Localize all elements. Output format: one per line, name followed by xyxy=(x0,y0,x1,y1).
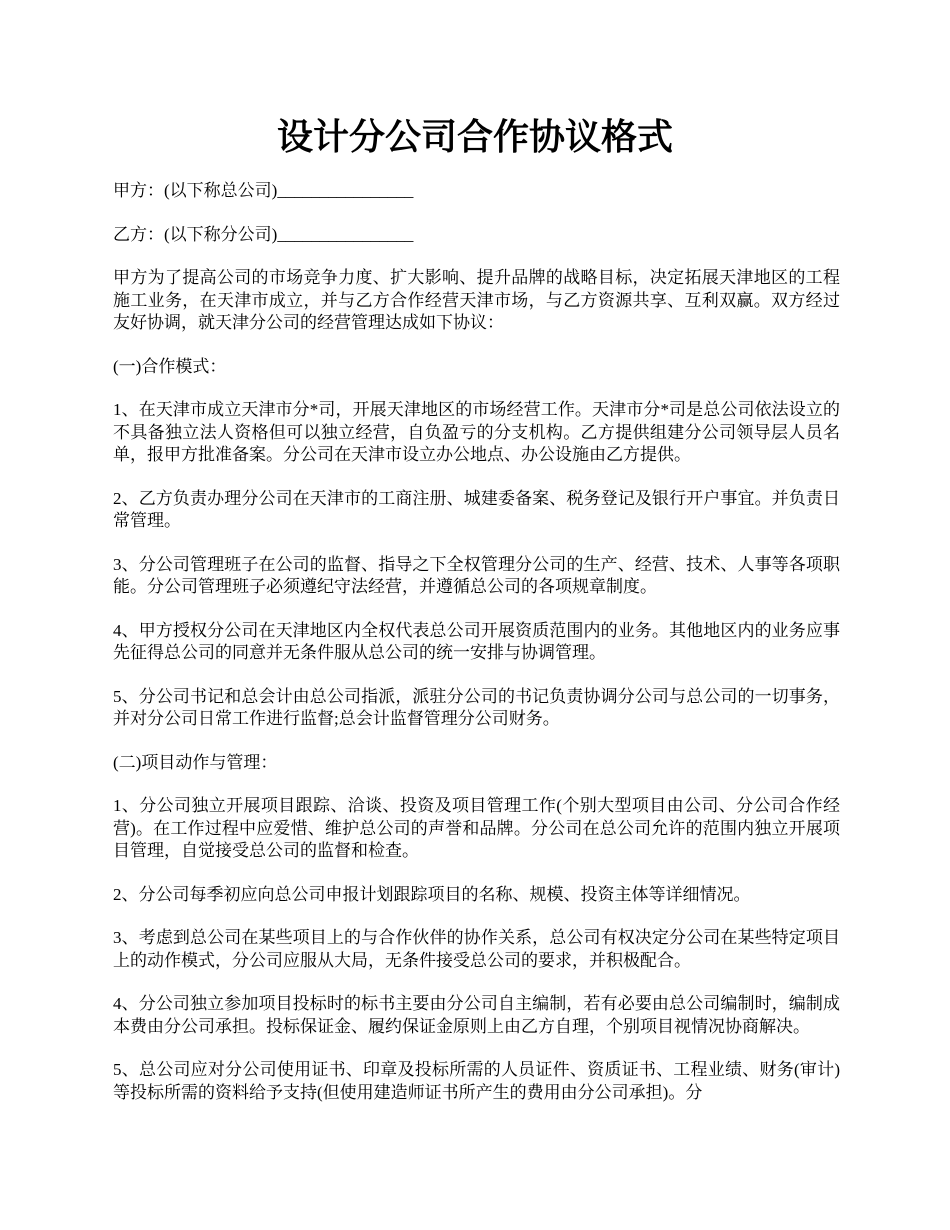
clause-1-3: 3、分公司管理班子在公司的监督、指导之下全权管理分公司的生产、经营、技术、人事等各项职能。分公司管理班子必须遵纪守法经营，并遵循总公司的各项规章制度。 xyxy=(113,554,840,596)
clause-2-3: 3、考虑到总公司在某些项目上的与合作伙伴的协作关系，总公司有权决定分公司在某些特定项目上的动作模式，分公司应服从大局，无条件接受总公司的要求，并积极配合。 xyxy=(113,928,840,970)
document-body xyxy=(113,180,840,1125)
clause-1-5: 5、分公司书记和总会计由总公司指派，派驻分公司的书记负责协调分公司与总公司的一切事务，并对分公司日常工作进行监督;总会计监督管理分公司财务。 xyxy=(113,686,840,728)
clause-1-1: 1、在天津市成立天津市分*司，开展天津地区的市场经营工作。天津市分*司是总公司依法设立的不具备独立法人资格但可以独立经营，自负盈亏的分支机构。乙方提供组建分公司领导层人员名单，报甲方批准备案。分公司在天津市设立办公地点、办公设施由乙方提供。 xyxy=(113,400,840,464)
section-heading-project-operation: (二)项目动作与管理： xyxy=(113,752,278,772)
clause-2-5: 5、总公司应对分公司使用证书、印章及投标所需的人员证件、资质证书、工程业绩、财务(审计)等投标所需的资料给予支持(但使用建造师证书所产生的费用由分公司承担)。分 xyxy=(113,1060,840,1102)
clause-1-4: 4、甲方授权分公司在天津地区内全权代表总公司开展资质范围内的业务。其他地区内的业务应事先征得总公司的同意并无条件服从总公司的统一安排与协调管理。 xyxy=(113,620,840,662)
clause-2-2: 2、分公司每季初应向总公司申报计划跟踪项目的名称、规模、投资主体等详细情况。 xyxy=(113,884,751,904)
clause-1-2: 2、乙方负责办理分公司在天津市的工商注册、城建委备案、税务登记及银行开户事宜。并负责日常管理。 xyxy=(113,488,840,530)
party-a-line: 甲方：(以下称总公司)________________ xyxy=(113,181,414,200)
clause-2-1: 1、分公司独立开展项目跟踪、洽谈、投资及项目管理工作(个别大型项目由公司、分公司合作经营)。在工作过程中应爱惜、维护总公司的声誉和品牌。分公司在总公司允许的范围内独立开展项目管理，自觉接受总公司的监督和检查。 xyxy=(113,796,840,860)
party-b-line: 乙方：(以下称分公司)________________ xyxy=(113,224,414,244)
document-title: 设计分公司合作协议格式 xyxy=(276,117,673,157)
section-heading-cooperation-mode: (一)合作模式： xyxy=(113,356,227,376)
intro-paragraph: 甲方为了提高公司的市场竞争力度、扩大影响、提升品牌的战略目标，决定拓展天津地区的工程施工业务，在天津市成立，并与乙方合作经营天津市场，与乙方资源共享、互利双赢。双方经过友好协调，就天津分公司的经营管理达成如下协议： xyxy=(113,268,840,332)
clause-2-4: 4、分公司独立参加项目投标时的标书主要由分公司自主编制，若有必要由总公司编制时，编制成本费由分公司承担。投标保证金、履约保证金原则上由乙方自理，个别项目视情况协商解决。 xyxy=(113,994,840,1036)
